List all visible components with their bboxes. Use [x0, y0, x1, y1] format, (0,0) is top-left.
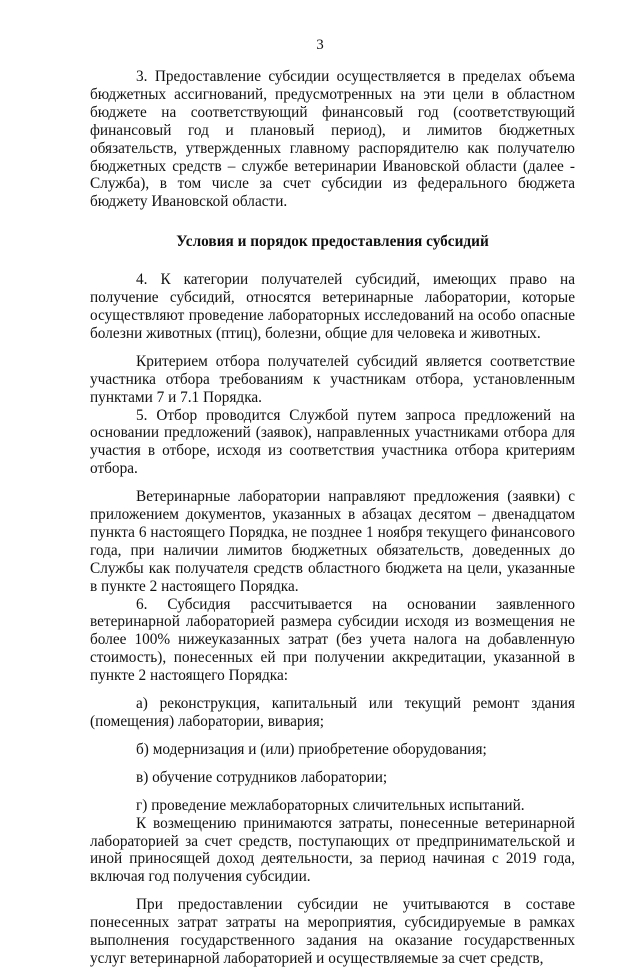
paragraph-exclusions: При предоставлении субсидии не учитываются в составе понесенных затрат затраты на мероприятия, субсидируемые в рамках выполнения государственного задания на оказание государственных услуг ветеринарной лабораторией и осуществляемые за счет средств,	[90, 896, 575, 967]
paragraph-4: 4. К категории получателей субсидий, имеющих право на получение субсидий, относятся ветеринарные лаборатории, которые осуществляют проведение лабораторных исследований на особо опасные болезни животных (птиц), болезни, общие для человека и животных.	[90, 271, 575, 342]
paragraph-applications: Ветеринарные лаборатории направляют предложения (заявки) с приложением документов, указанных в абзацах десятом – двенадцатом пункта 6 настоящего Порядка, не позднее 1 ноября текущего финансового года, при наличии лимитов бюджетных обязательств, доведенных до Службы как получателя средств областного бюджета на цели, указанные в пункте 2 настоящего Порядка.	[90, 488, 575, 595]
document-body	[90, 68, 575, 968]
paragraph-6: 6. Субсидия рассчитывается на основании заявленного ветеринарной лабораторией размера субсидии исходя из возмещения не более 100% нижеуказанных затрат (без учета налога на добавленную стоимость), понесенных ей при получении аккредитации, указанной в пункте 2 настоящего Порядка:	[90, 595, 575, 685]
paragraph-5: 5. Отбор проводится Службой путем запроса предложений на основании предложений (заявок), направленных участниками отбора для участия в отборе, исходя из соответствия участника отбора критериям отбора.	[90, 406, 575, 478]
paragraph-reimbursement: К возмещению принимаются затраты, понесенные ветеринарной лабораторией за счет средств, поступающих от предпринимательской и иной приносящей доход деятельности, за период начиная с 2019 года, включая год получения субсидии.	[90, 814, 575, 886]
list-item-v: в) обучение сотрудников лаборатории;	[136, 768, 388, 786]
page-number: 3	[316, 37, 324, 53]
paragraph-3: 3. Предоставление субсидии осуществляется в пределах объема бюджетных ассигнований, предусмотренных на эти цели в областном бюджете на соответствующий финансовый год (соответствующий финансовый год и плановый период), и лимитов бюджетных обязательств, утвержденных главному распорядителю как получателю бюджетных средств – службе ветеринарии Ивановской области (далее - Служба), в том числе за счет субсидии из федерального бюджета бюджету Ивановской области.	[90, 68, 575, 211]
section-heading: Условия и порядок предоставления субсидий	[176, 233, 489, 251]
list-item-a: а) реконструкция, капитальный или текущий ремонт здания (помещения) лаборатории, вивария;	[90, 695, 575, 730]
list-item-g: г) проведение межлабораторных сличительных испытаний.	[136, 796, 525, 814]
paragraph-criteria: Критерием отбора получателей субсидий является соответствие участника отбора требованиям к участникам отбора, установленным пунктами 7 и 7.1 Порядка.	[90, 352, 575, 406]
list-item-b: б) модернизация и (или) приобретение оборудования;	[136, 740, 487, 758]
